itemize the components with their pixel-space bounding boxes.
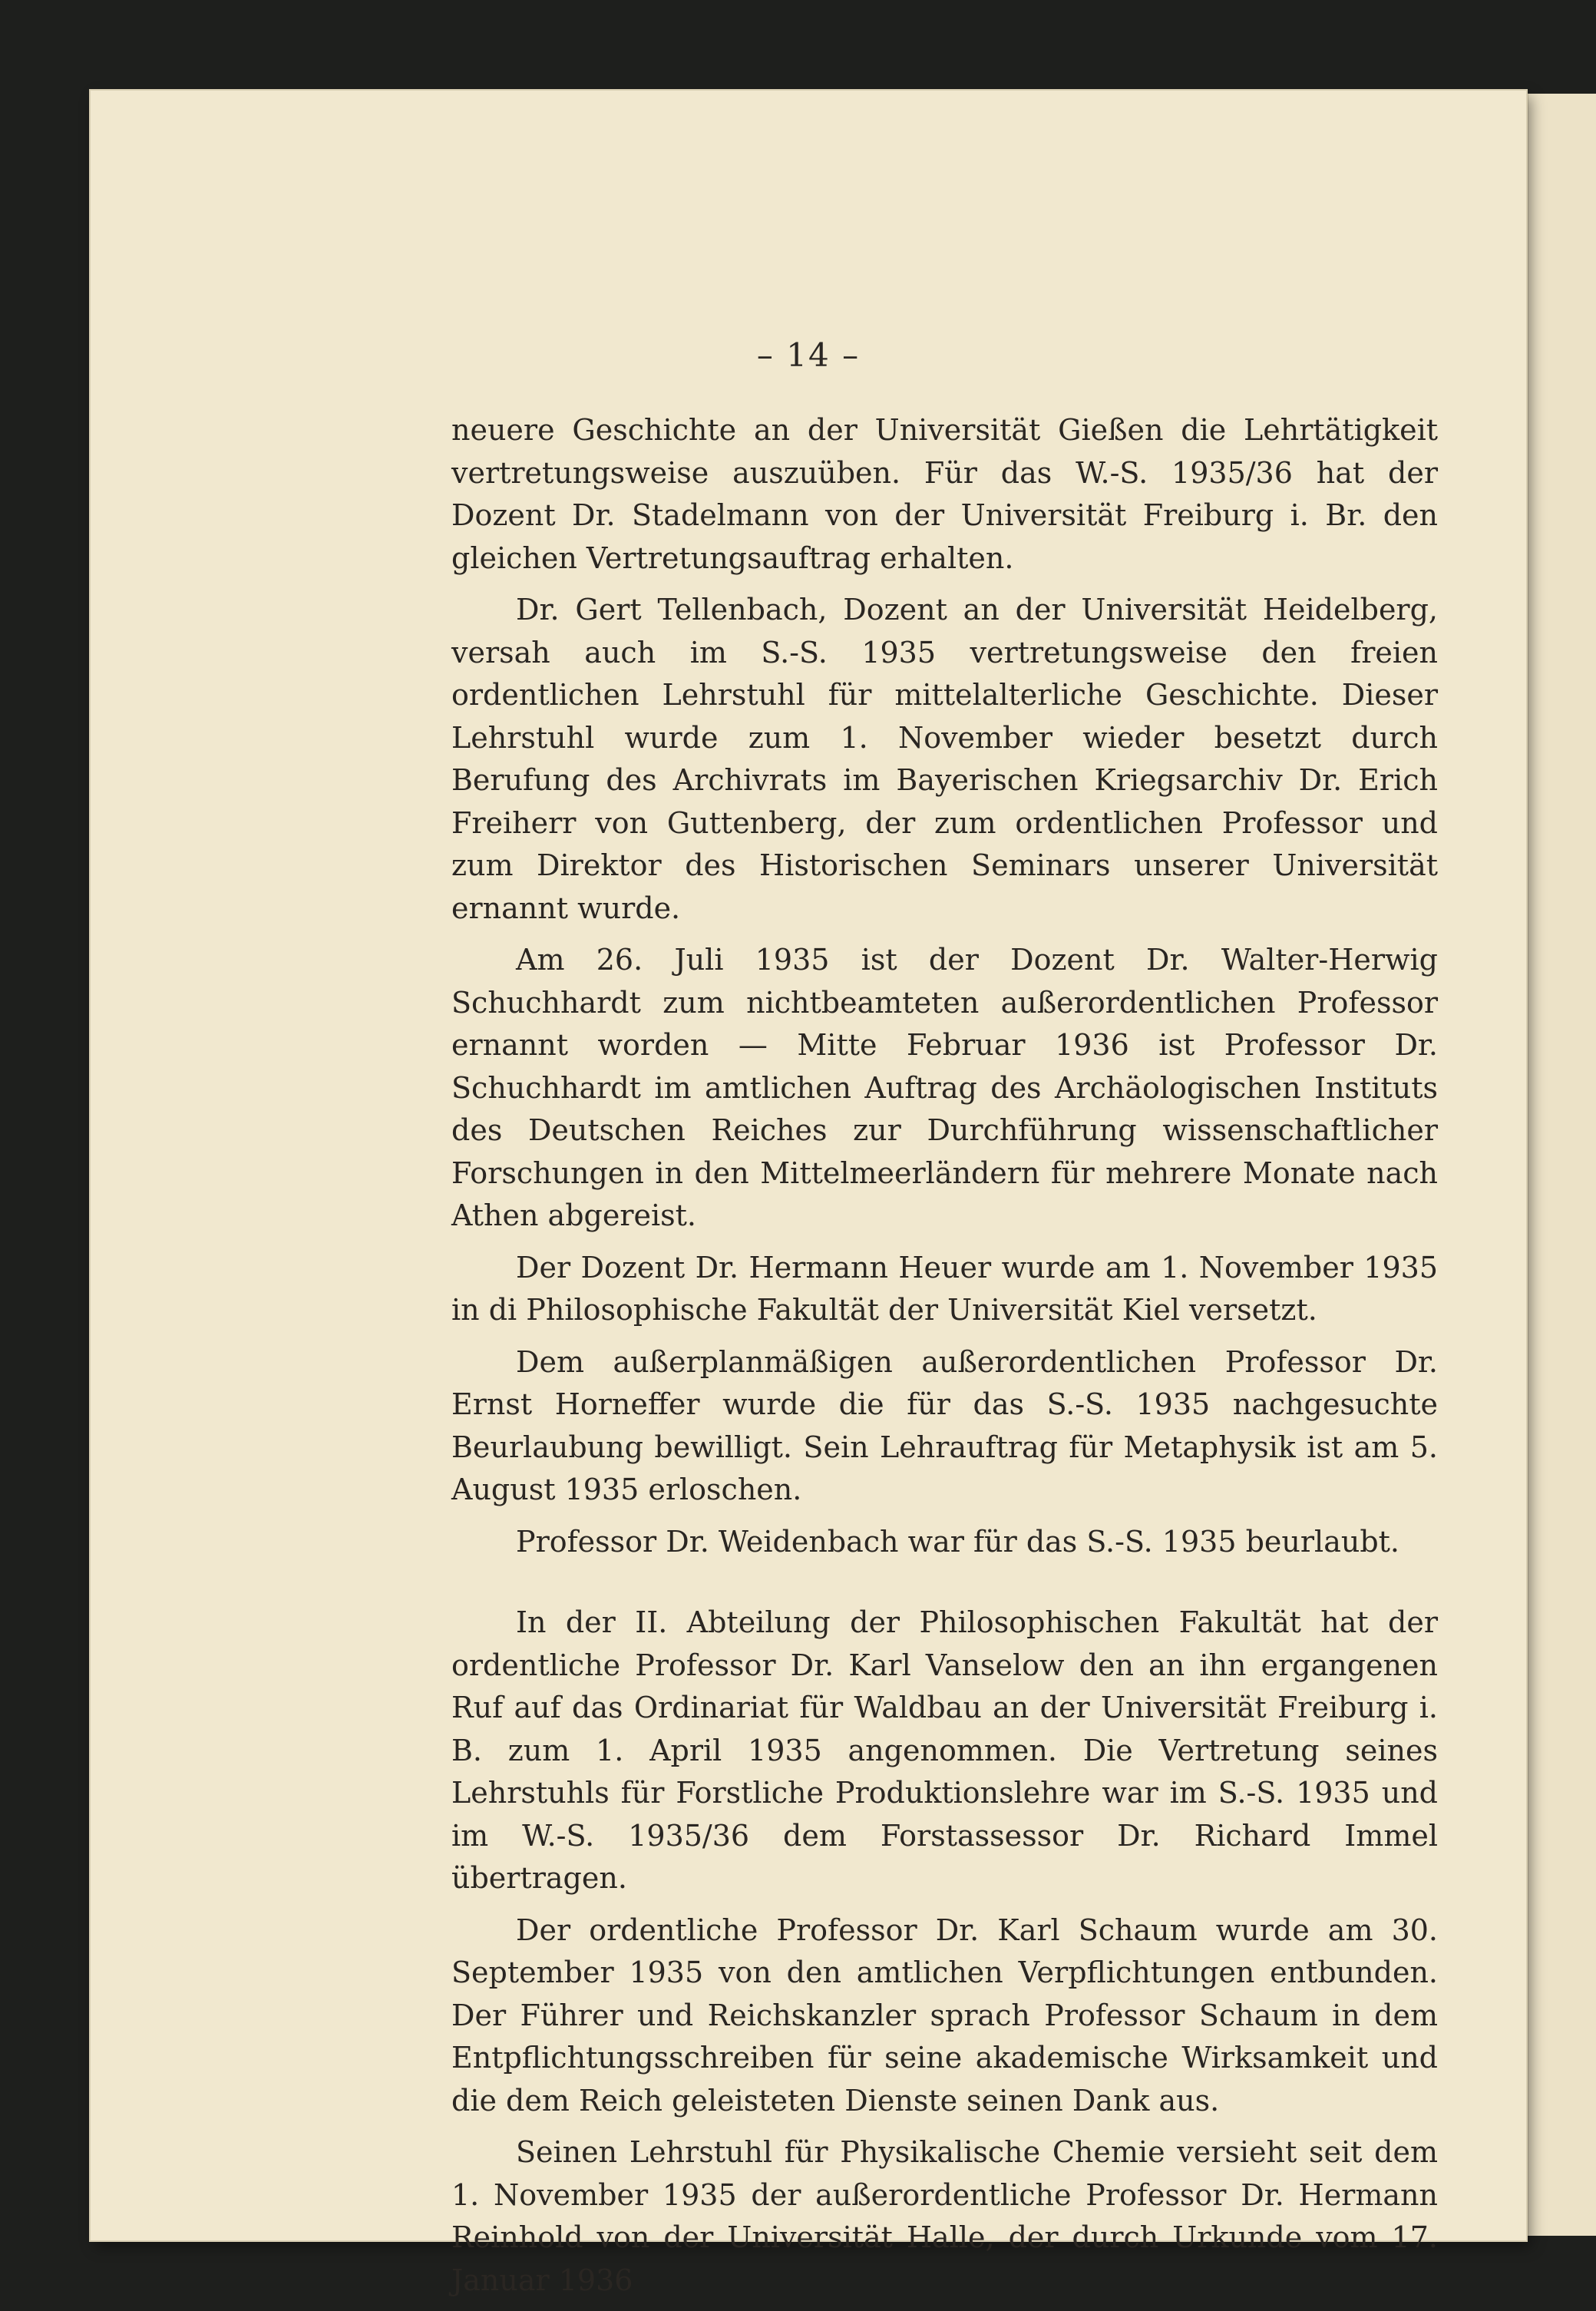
next-page-edge xyxy=(1526,94,1596,2236)
book-page xyxy=(91,91,1526,2297)
page-number: – 14 – xyxy=(756,336,861,374)
paragraph: Der ordentliche Professor Dr. Karl Schaum wurde am 30. September 1935 von den amtlichen Verpflichtungen entbunden. Der Führer und Reichskanzler sprach Professor Schaum in dem Entpflichtungsschreiben für seine akademische Wirksamkeit und die dem Reich geleisteten Dienste seinen Dank aus. xyxy=(451,1913,1438,2118)
paragraph: Am 26. Juli 1935 ist der Dozent Dr. Walter-Herwig Schuchhardt zum nichtbeamteten außerordentlichen Professor ernannt worden — Mitte Februar 1936 ist Professor Dr. Schuchhardt im amtlichen Auftrag des Archäologischen Instituts des Deutschen Reiches zur Durchführung wissenschaftlicher Forschungen in den Mittelmeerländern für mehrere Monate nach Athen abgereist. xyxy=(451,943,1438,1232)
paragraph: neuere Geschichte an der Universität Gießen die Lehrtätigkeit vertretungsweise auszuüben. Für das W.-S. 1935/36 hat der Dozent Dr. Stadelmann von der Universität Freiburg i. Br. den gleichen Vertretungsauftrag erhalten. xyxy=(451,413,1438,575)
page-body xyxy=(451,409,1438,2311)
paragraph: Dr. Gert Tellenbach, Dozent an der Universität Heidelberg, versah auch im S.-S. 1935 vertretungsweise den freien ordentlichen Lehrstuhl für mittelalterliche Geschichte. Dieser Lehrstuhl wurde zum 1. November wieder besetzt durch Berufung des Archivrats im Bayerischen Kriegsarchiv Dr. Erich Freiherr von Guttenberg, der zum ordentlichen Professor und zum Direktor des Historischen Seminars unserer Universität ernannt wurde. xyxy=(451,593,1438,925)
paragraph: Seinen Lehrstuhl für Physikalische Chemie versieht seit dem 1. November 1935 der außerordentliche Professor Dr. Hermann Reinhold von der Universität Halle, der durch Urkunde vom 17. Januar 1936 xyxy=(451,2135,1438,2297)
paragraph: In der II. Abteilung der Philosophischen Fakultät hat der ordentliche Professor Dr. Karl Vanselow den an ihn ergangenen Ruf auf das Ordinariat für Waldbau an der Universität Freiburg i. B. zum 1. April 1935 angenommen. Die Vertretung seines Lehrstuhls für Forstliche Produktionslehre war im S.-S. 1935 und im W.-S. 1935/36 dem Forstassessor Dr. Richard Immel übertragen. xyxy=(451,1605,1438,1895)
paragraph: Professor Dr. Weidenbach war für das S.-S. 1935 beurlaubt. xyxy=(516,1524,1400,1559)
paragraph: Der Dozent Dr. Hermann Heuer wurde am 1. November 1935 in di Philosophische Fakultät der Universität Kiel versetzt. xyxy=(451,1250,1438,1327)
paragraph: Dem außerplanmäßigen außerordentlichen Professor Dr. Ernst Horneffer wurde die für das S.-S. 1935 nachgesuchte Beurlaubung bewilligt. Sein Lehrauftrag für Metaphysik ist am 5. August 1935 erloschen. xyxy=(451,1344,1438,1506)
